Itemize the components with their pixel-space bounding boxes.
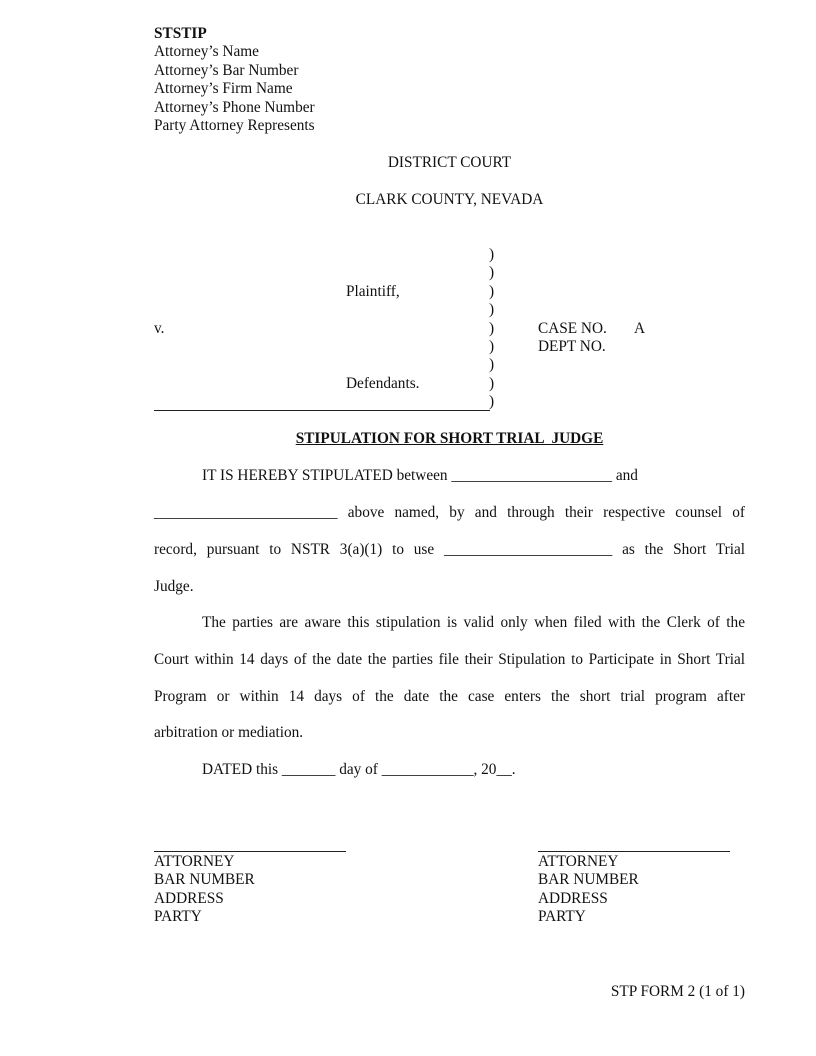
attorney-firm-line: Attorney’s Firm Name (154, 80, 293, 97)
form-code: STSTIP (154, 25, 207, 42)
court-name: DISTRICT COURT (387, 154, 512, 171)
party-blank: ________________________ (154, 504, 338, 521)
caption-paren: ) (489, 356, 495, 373)
document-title: STIPULATION FOR SHORT TRIAL JUDGE (295, 430, 604, 447)
party-represents-line: Party Attorney Represents (154, 117, 315, 134)
signature-address: ADDRESS (538, 890, 608, 907)
signature-line-left (154, 851, 346, 852)
stipulation-line-2 (154, 504, 745, 522)
signature-attorney: ATTORNEY (154, 853, 235, 870)
dept-number-label: DEPT NO. (538, 338, 606, 355)
attorney-phone-line: Attorney’s Phone Number (154, 99, 315, 116)
stipulation-line-1 (202, 467, 638, 485)
caption-paren: ) (489, 375, 495, 392)
caption-paren: ) (489, 393, 495, 410)
attorney-name-line: Attorney’s Name (154, 43, 259, 60)
caption-paren: ) (489, 320, 495, 337)
signature-address: ADDRESS (154, 890, 224, 907)
dated-line: DATED this _______ day of ____________, 20__. (202, 761, 516, 778)
caption-paren: ) (489, 246, 495, 263)
attorney-bar-line: Attorney’s Bar Number (154, 62, 299, 79)
caption-paren: ) (489, 264, 495, 281)
stipulation-line-3 (154, 541, 745, 559)
caption-paren: ) (489, 283, 495, 300)
party-blank: _____________________ (451, 467, 613, 484)
form-footer: STP FORM 2 (1 of 1) (610, 983, 745, 1000)
caption-paren: ) (489, 301, 495, 318)
caption-underline (154, 410, 490, 411)
stipulation-text: above named, by and through their respective counsel of (347, 504, 745, 521)
stipulation-line-4: Judge. (154, 578, 194, 595)
versus-label: v. (154, 320, 165, 337)
signature-party: PARTY (154, 908, 202, 925)
stipulation-text: and (615, 467, 638, 484)
signature-attorney: ATTORNEY (538, 853, 619, 870)
validity-line-3: Program or within 14 days of the date the case enters the short trial program after (154, 688, 745, 705)
validity-line-1: The parties are aware this stipulation is valid only when filed with the Clerk of the (202, 614, 745, 631)
signature-bar-number: BAR NUMBER (154, 871, 255, 888)
signature-party: PARTY (538, 908, 586, 925)
stipulation-text: as the Short Trial (622, 541, 745, 558)
signature-bar-number: BAR NUMBER (538, 871, 639, 888)
defendants-label: Defendants. (346, 375, 420, 392)
plaintiff-label: Plaintiff, (346, 283, 400, 300)
judge-blank: ______________________ (444, 541, 613, 558)
stipulation-text: record, pursuant to NSTR 3(a)(1) to use (154, 541, 435, 558)
caption-paren: ) (489, 338, 495, 355)
signature-line-right (538, 851, 730, 852)
stipulation-text: IT IS HEREBY STIPULATED between (202, 467, 448, 484)
case-number-label: CASE NO. (538, 320, 607, 337)
validity-line-2: Court within 14 days of the date the parties file their Stipulation to Participate in Short Trial (154, 651, 745, 668)
case-number-prefix: A (634, 320, 646, 337)
court-county: CLARK COUNTY, NEVADA (355, 191, 544, 208)
validity-line-4: arbitration or mediation. (154, 724, 304, 741)
